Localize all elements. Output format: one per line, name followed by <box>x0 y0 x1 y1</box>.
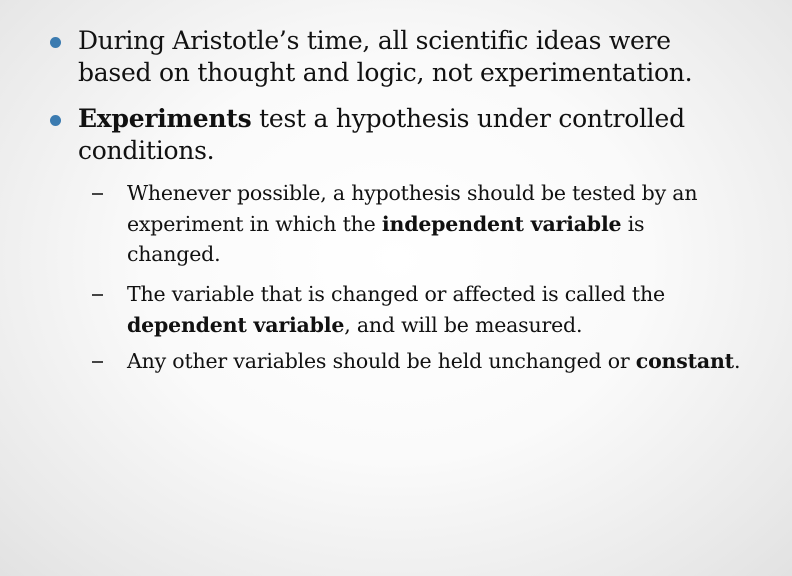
sub-bullet-text-segment: . <box>733 349 741 373</box>
dash-icon <box>92 193 103 195</box>
sub-bullet-text <box>127 279 742 340</box>
sub-bullet-text-segment: The variable that is changed or affected is called the <box>127 282 665 306</box>
sub-bullet-text-segment: Any other variables should be held unchanged or <box>127 349 636 373</box>
sub-bullet-text <box>127 346 742 377</box>
bullet-text-segment: During Aristotle’s time, all scientific ideas were based on thought and logic, not experimentation. <box>78 26 693 87</box>
sub-bullet-text-bold-segment: independent variable <box>381 211 622 236</box>
sub-bullet-text <box>127 178 742 270</box>
sub-bullet-item <box>92 178 742 270</box>
dash-icon <box>92 361 103 363</box>
bullet-text-bold-segment: Experiments <box>78 104 252 133</box>
sub-bullet-text-segment: is changed. <box>127 211 645 266</box>
sub-bullet-item <box>92 346 742 377</box>
dash-icon <box>92 294 103 296</box>
bullet-item <box>50 103 750 167</box>
bullet-item <box>50 25 750 89</box>
bullet-dot-icon <box>50 115 61 126</box>
sub-bullet-text-segment: Whenever possible, a hypothesis should be tested by an experiment in which the <box>127 181 698 236</box>
sub-bullet-text-bold-segment: dependent variable <box>127 312 345 337</box>
bullet-text-segment: test a hypothesis under controlled conditions. <box>78 104 685 165</box>
sub-bullet-item <box>92 279 742 340</box>
sub-bullet-text-segment: , and will be measured. <box>344 312 583 337</box>
sub-bullet-text-bold-segment: constant <box>635 349 734 373</box>
bullet-text <box>78 25 750 89</box>
bullet-text <box>78 103 750 167</box>
bullet-dot-icon <box>50 37 61 48</box>
